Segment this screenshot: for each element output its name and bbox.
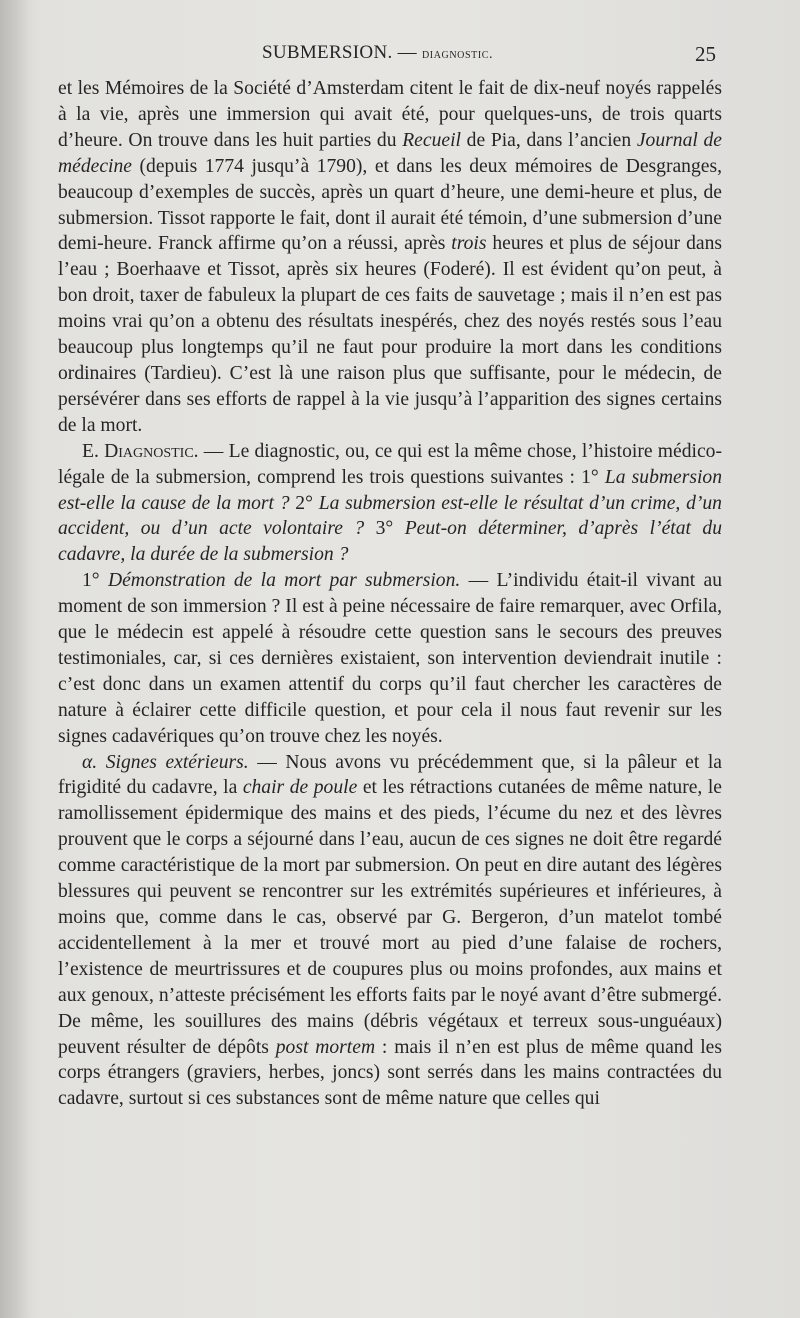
running-title: SUBMERSION. — diagnostic. bbox=[262, 42, 494, 63]
subsection-heading: Démonstration de la mort par submersion. bbox=[107, 570, 461, 592]
page-edge-shadow bbox=[0, 0, 30, 1318]
paragraph-signes-exterieurs: α. Signes extérieurs. — Nous avons vu précédemment que, si la pâleur et la frigidité du cadavre, la chair de poule et les rétractions cutanées de même nature, le ramollissement épidermique des mains et des pieds, l’écume du nez et des lèvres prouvent que le corps a séjourné dans l’eau, aucun de ces signes ne doit être regardé comme caractéristique de la mort par submersion. On peut en dire autant des légères blessures qui peuvent se rencontrer sur les extrémités supérieures et inférieures, à moins que, comme dans le cas, observé par G. Bergeron, d’un matelot tombé accidentellement à la mer et trouvé mort au pied d’une falaise de rochers, l’existence de meurtrissures et de coupures plus ou moins profondes, aux mains et aux genoux, n’atteste précisément les efforts faits par le noyé avant d’être submergé. De même, les souillures des mains (débris végétaux et terreux sous-unguéaux) peuvent résulter de dépôts post mortem : mais il n’en est plus de même quand les corps étrangers (graviers, herbes, joncs) sont serrés dans les mains contractées du cadavre, surtout si ces substances sont de même nature que celles qui bbox=[58, 751, 722, 1110]
paragraph-continuation: et les Mémoires de la Société d’Amsterdam citent le fait de dix-neuf noyés rappelés à la vie, après une immersion qui avait été, pour quelques-uns, de trois quarts d’heure. On trouve dans les huit parties du Recueil de Pia, dans l’ancien Journal de médecine (depuis 1774 jusqu’à 1790), et dans les deux mémoires de Desgranges, beaucoup d’exemples de succès, après un quart d’heure, une demi-heure et plus, de submersion. Tissot rapporte le fait, dont il aurait été témoin, d’une submersion d’une demi-heure. Franck affirme qu’on a réussi, après trois heures et plus de séjour dans l’eau ; Boerhaave et Tissot, après six heures (Foderé). Il est évident qu’on peut, à bon droit, taxer de fabuleux la plupart de ces faits de sauvetage ; mais il n’en est pas moins vrai qu’on a obtenu des résultats inespérés, chez des noyés restés sous l’eau beaucoup plus longtemps qu’il ne faut pour produire la mort dans les conditions ordinaires (Tardieu). C’est là une raison plus que suffisante, pour le médecin, de persévérer dans ses efforts de rappel à la vie jusqu’à l’apparition des signes certains de la mort. bbox=[58, 78, 722, 436]
subsection-heading: α. Signes extérieurs. bbox=[82, 751, 249, 773]
section-heading: Diagnostic. bbox=[104, 440, 199, 462]
body-text bbox=[58, 76, 722, 1112]
running-header bbox=[0, 42, 800, 72]
page-number: 25 bbox=[695, 42, 716, 66]
paragraph-demonstration: 1° Démonstration de la mort par submersion. — L’individu était-il vivant au moment de son immersion ? Il est à peine nécessaire de faire remarquer, avec Orfila, que le médecin est appelé à résoudre cette question sans le secours des preuves testimoniales, car, si ces dernières existaient, son intervention deviendrait inutile : c’est donc dans un examen attentif du corps qu’il faut chercher les caractères de nature à éclairer cette difficile question, et pour cela il nous faut revenir sur les signes cadavériques qu’on trouve chez les noyés. bbox=[58, 570, 723, 747]
paragraph-diagnostic: E. Diagnostic. — Le diagnostic, ou, ce qui est la même chose, l’histoire médico-légale de la submersion, comprend les trois questions suivantes : 1° La submersion est-elle la cause de la mort ? 2° La submersion est-elle le résultat d’un crime, d’un accident, ou d’un acte volontaire ? 3° Peut-on déterminer, d’après l’état du cadavre, la durée de la submersion ? bbox=[58, 440, 723, 566]
